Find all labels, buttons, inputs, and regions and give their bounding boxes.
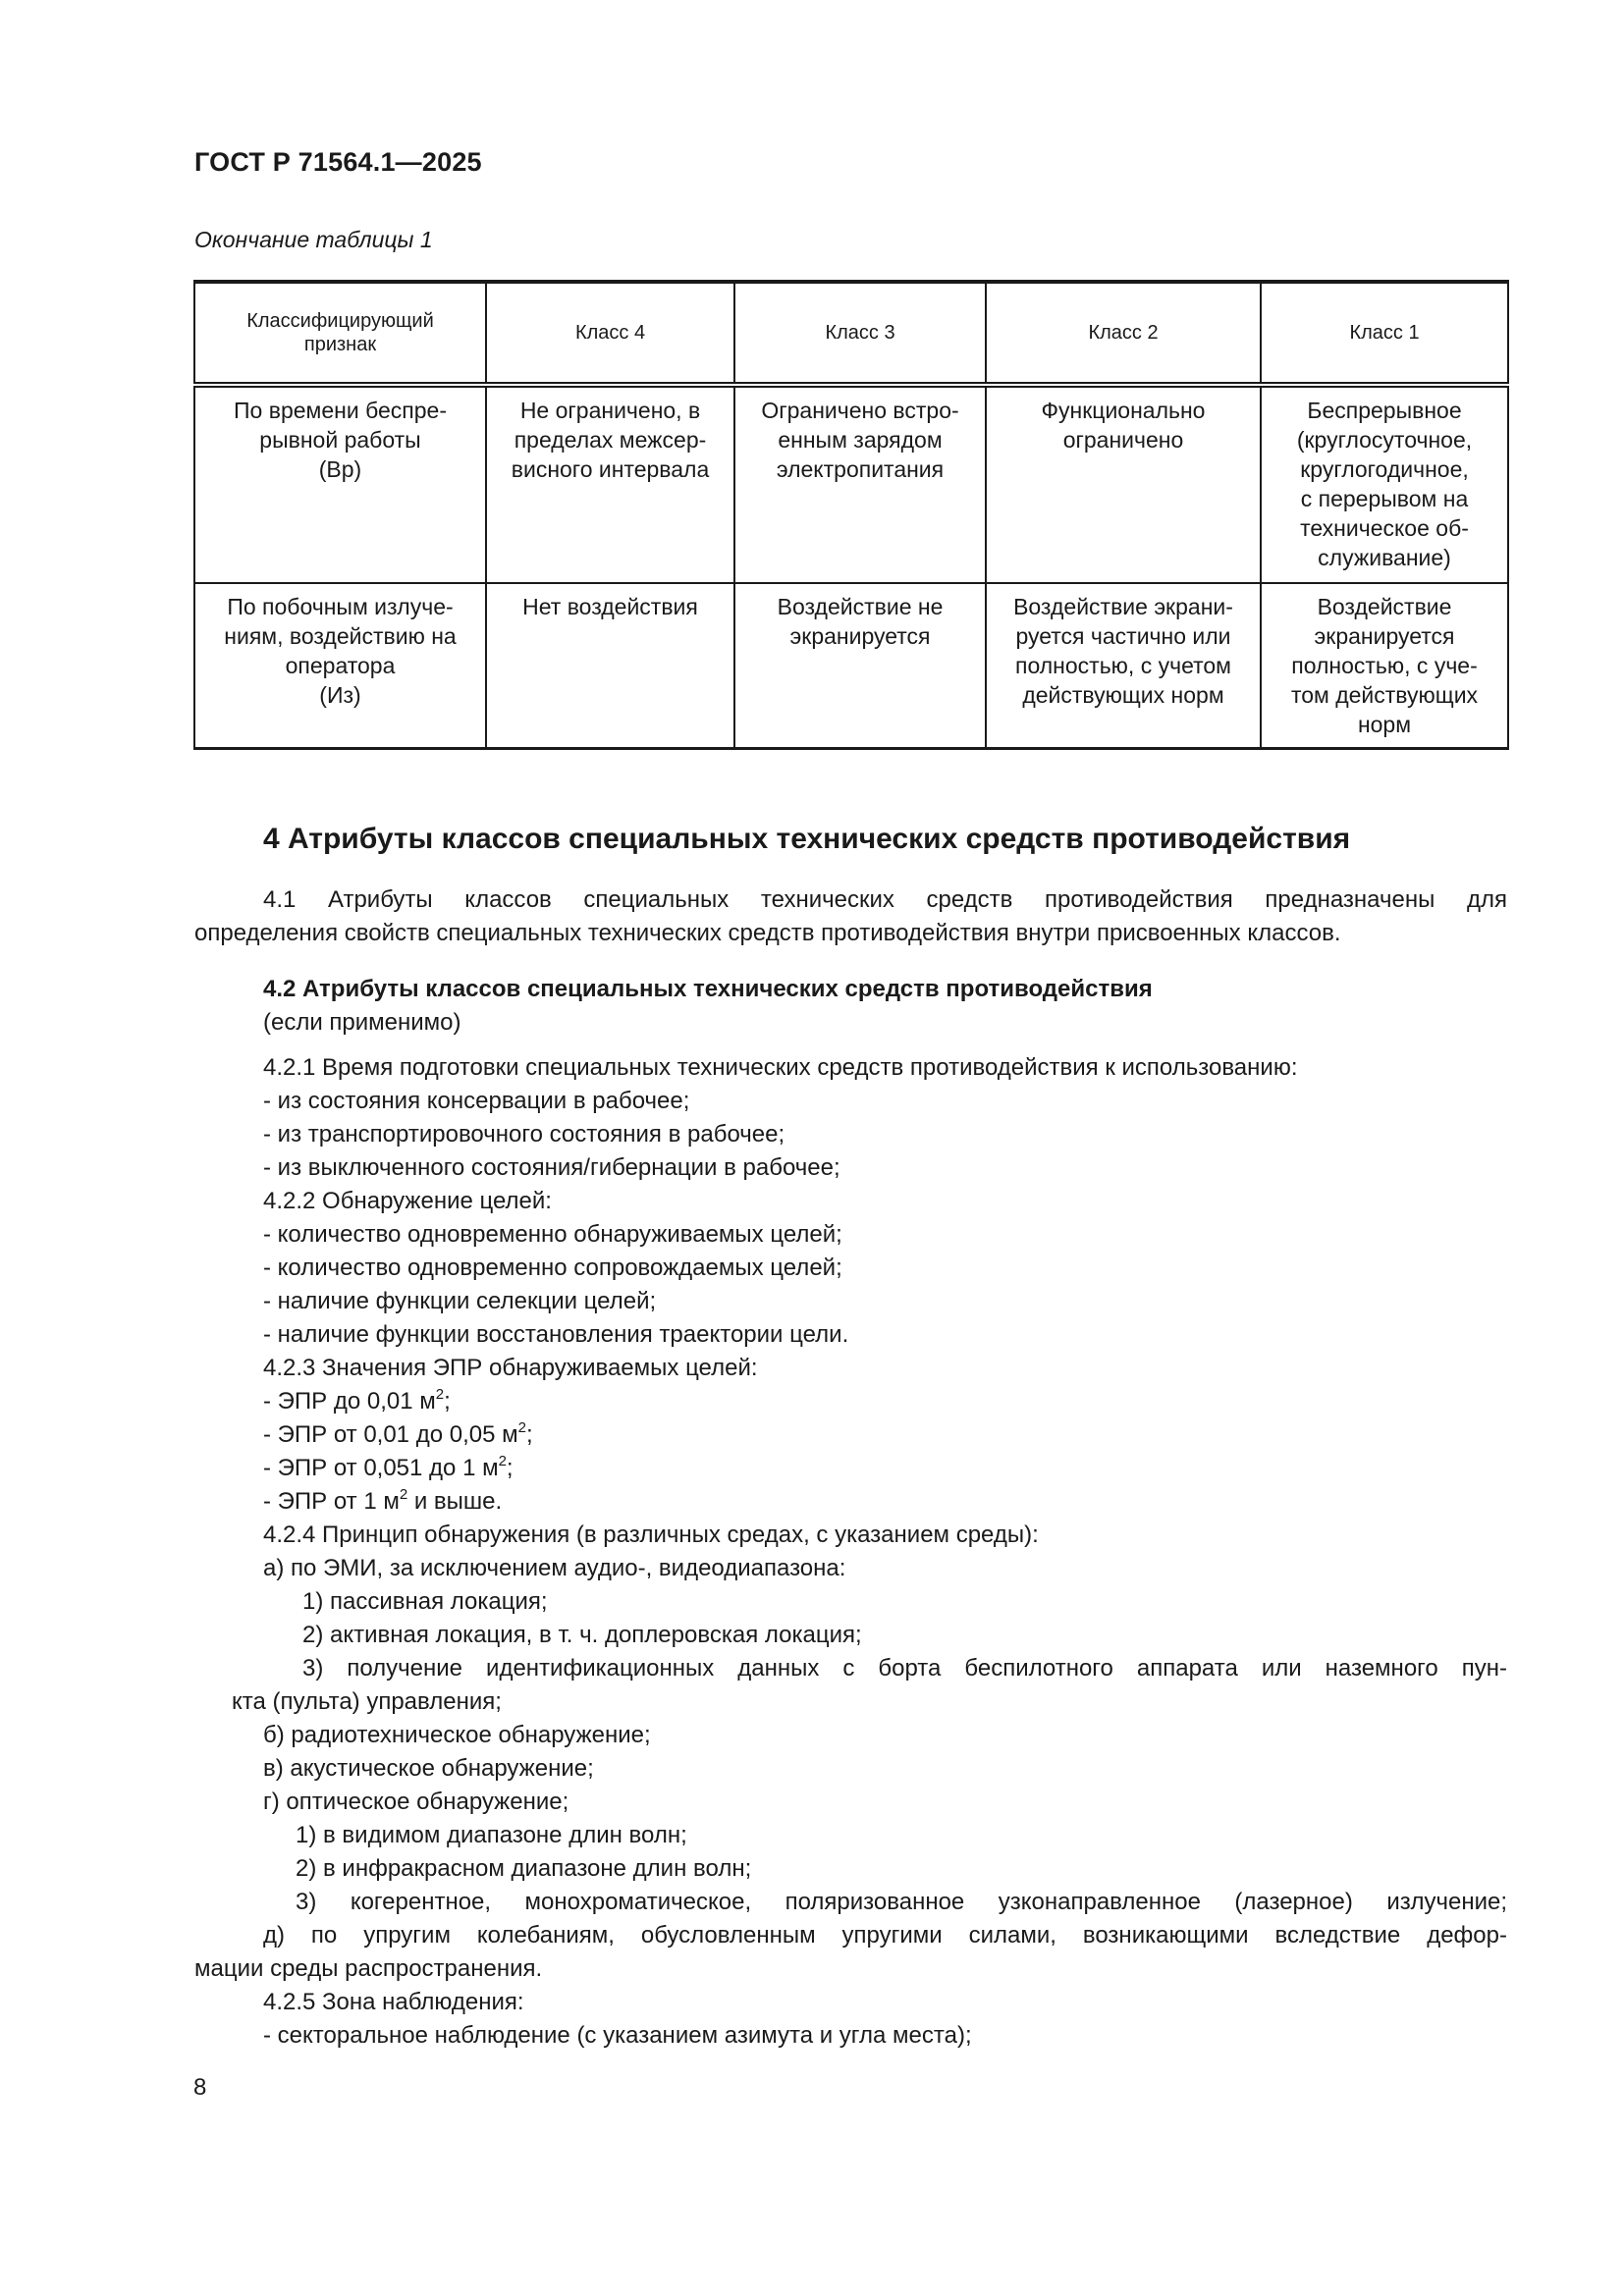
table-cell: Ограничено встро- енным зарядом электропитания: [734, 385, 986, 583]
list-item: - наличие функции восстановления траектории цели.: [263, 1321, 849, 1348]
list-item: - ЭПР от 0,051 до 1 $м^2$;: [263, 1453, 514, 1481]
classification-table: [193, 280, 1509, 750]
clause-4-2-2-title: 4.2.2 Обнаружение целей:: [263, 1188, 552, 1214]
table-cell: Воздействие экранируется полностью, с уче- том действующих норм: [1261, 583, 1508, 748]
header-cell-class-4: Класс 4: [486, 282, 734, 385]
list-item: г) оптическое обнаружение;: [263, 1789, 569, 1815]
section-4-2-heading-block: [194, 973, 1507, 1040]
list-item: 1) пассивная локация;: [302, 1588, 548, 1615]
list-item: 2) в инфракрасном диапазоне длин волн;: [296, 1855, 752, 1882]
section-4-2-heading: 4.2 Атрибуты классов специальных технических средств противодействия: [263, 976, 1153, 1002]
section-4-heading: 4 Атрибуты классов специальных технических средств противодействия: [263, 823, 1351, 855]
page-number: 8: [193, 2074, 207, 2101]
table-row: [194, 583, 1508, 748]
table-cell: Функционально ограничено: [986, 385, 1261, 583]
list-item-continuation: кта (пульта) управления;: [232, 1688, 502, 1715]
section-4-2-list: [194, 1051, 1507, 2053]
document-code: ГОСТ Р 71564.1—2025: [194, 147, 482, 177]
clause-4-2-4-title: 4.2.4 Принцип обнаружения (в различных средах, с указанием среды):: [263, 1522, 1039, 1548]
list-item: - ЭПР от 1 $м^2$ и выше.: [263, 1486, 503, 1515]
table-cell: Воздействие экрани- руется частично или полностью, с учетом действующих норм: [986, 583, 1261, 748]
list-item: а) по ЭМИ, за исключением аудио-, видеодиапазона:: [263, 1555, 846, 1581]
header-cell-class-2: Класс 2: [986, 282, 1261, 385]
table-cell: По времени беспре- рывной работы (Вр): [194, 385, 486, 583]
list-item: - количество одновременно обнаруживаемых целей;: [263, 1221, 842, 1248]
list-item: - наличие функции селекции целей;: [263, 1288, 657, 1314]
list-item: - секторальное наблюдение (с указанием азимута и угла места);: [263, 2022, 972, 2049]
header-cell-class-3: Класс 3: [734, 282, 986, 385]
header-cell-criterion: Классифицирующий признак: [194, 282, 486, 385]
list-item: - из транспортировочного состояния в рабочее;: [263, 1121, 785, 1148]
clause-4-2-3-title: 4.2.3 Значения ЭПР обнаруживаемых целей:: [263, 1355, 758, 1381]
list-item: - ЭПР от 0,01 до 0,05 $м^2$;: [263, 1419, 533, 1448]
section-4-2-note: (если применимо): [263, 1009, 461, 1036]
list-item: б) радиотехническое обнаружение;: [263, 1722, 651, 1748]
list-item-continuation: мации среды распространения.: [194, 1955, 543, 1982]
table-header-row: [194, 282, 1508, 385]
list-item: - ЭПР до 0,01 $м^2$;: [263, 1386, 451, 1415]
list-item: - из состояния консервации в рабочее;: [263, 1088, 690, 1114]
list-item: - количество одновременно сопровождаемых целей;: [263, 1255, 842, 1281]
table-cell: Воздействие не экранируется: [734, 583, 986, 748]
list-item: д) по упругим колебаниям, обусловленным упругими силами, возникающими вследствие дефор-: [263, 1922, 1507, 1949]
table-cell: Не ограничено, в пределах межсер- висного интервала: [486, 385, 734, 583]
list-item: 3) когерентное, монохроматическое, поляризованное узконаправленное (лазерное) излучение;: [296, 1889, 1507, 1915]
clause-4-2-1-title: 4.2.1 Время подготовки специальных технических средств противодействия к использованию:: [263, 1054, 1298, 1081]
list-item: в) акустическое обнаружение;: [263, 1755, 594, 1782]
table-cell: По побочным излуче- ниям, воздействию на оператора (Из): [194, 583, 486, 748]
list-item: 1) в видимом диапазоне длин волн;: [296, 1822, 687, 1848]
clause-4-2-5-title: 4.2.5 Зона наблюдения:: [263, 1989, 524, 2015]
table-caption: Окончание таблицы 1: [194, 227, 433, 252]
table-cell: Беспрерывное (круглосуточное, круглогодичное, с перерывом на техническое об- служивание): [1261, 385, 1508, 583]
list-item: - из выключенного состояния/гибернации в рабочее;: [263, 1154, 840, 1181]
list-item: 2) активная локация, в т. ч. доплеровская локация;: [302, 1622, 862, 1648]
list-item: 3) получение идентификационных данных с борта беспилотного аппарата или наземного пун-: [302, 1655, 1507, 1682]
table-cell: Нет воздействия: [486, 583, 734, 748]
table-row: [194, 385, 1508, 583]
section-4-1-paragraph: 4.1 Атрибуты классов специальных технических средств противодействия предназначены для определения свойств специальных технических средств противодействия внутри присвоенных классов.: [194, 886, 1507, 946]
header-cell-class-1: Класс 1: [1261, 282, 1508, 385]
